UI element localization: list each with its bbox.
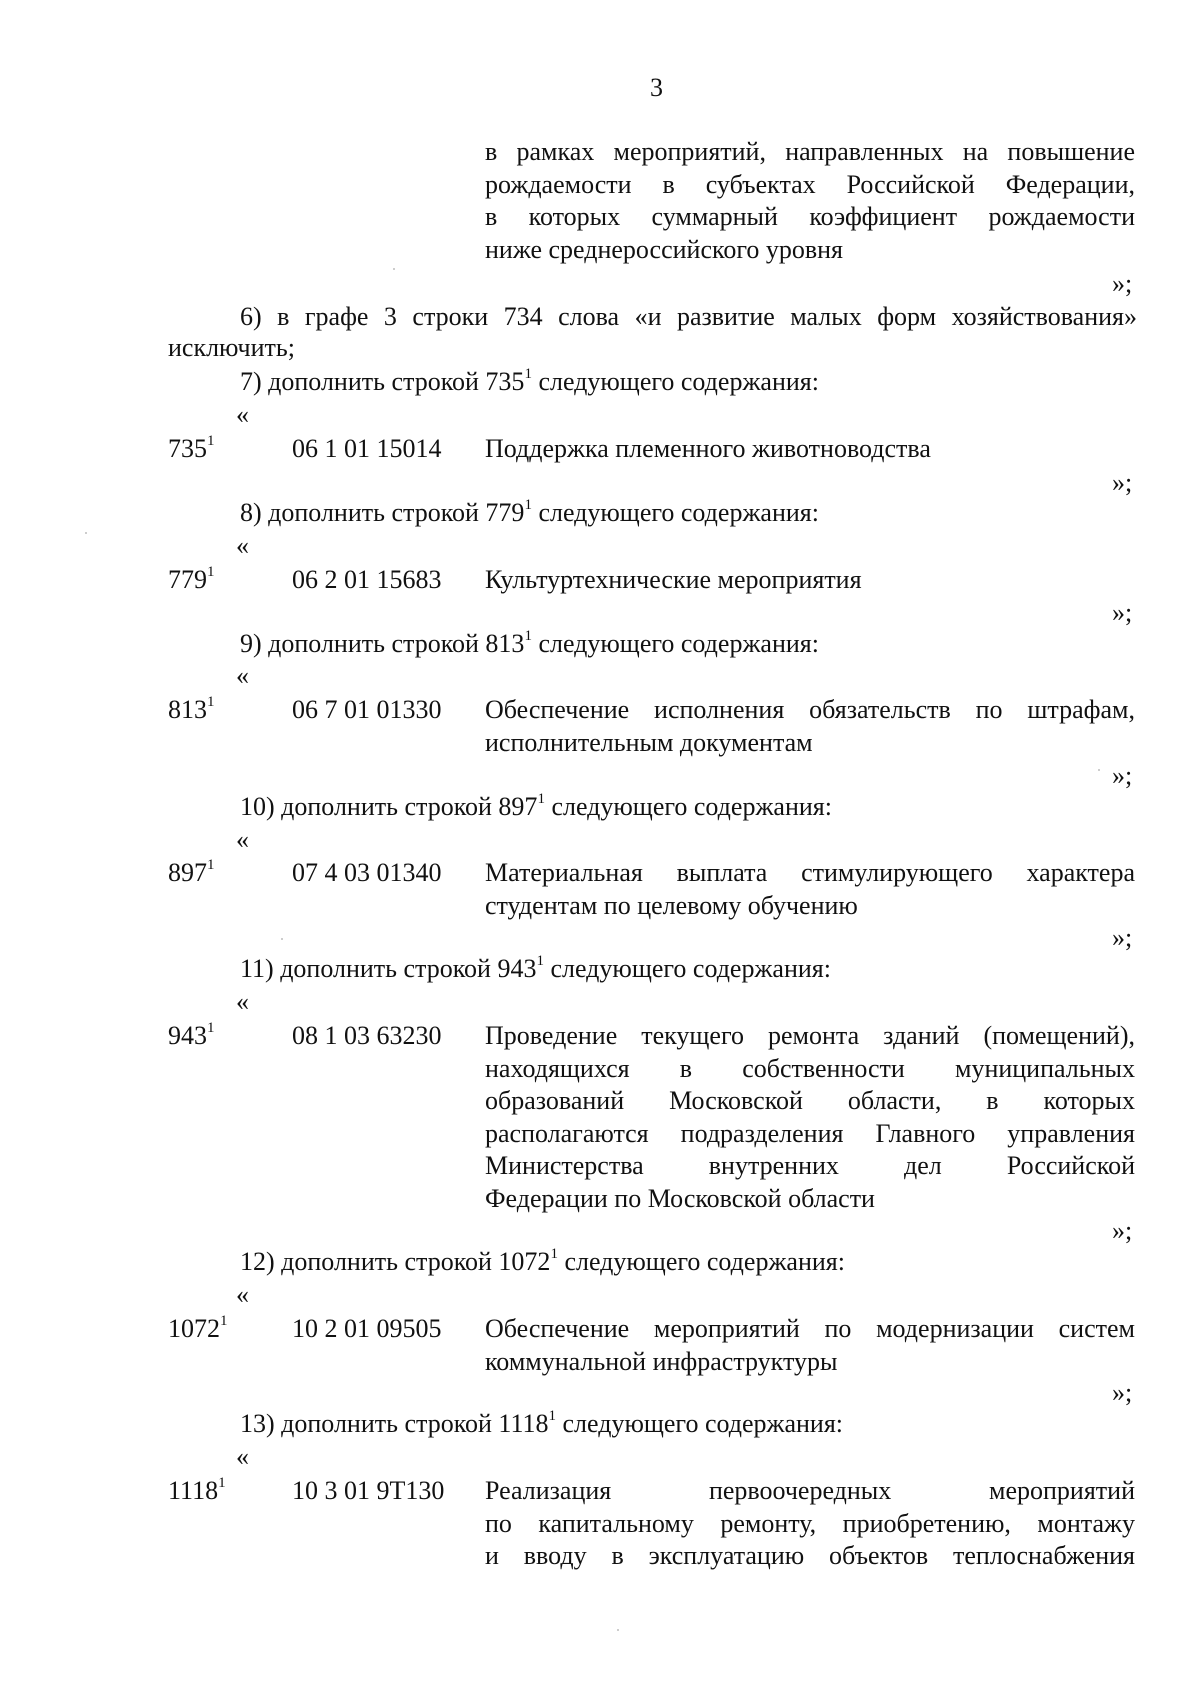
opening-quote: « [236, 825, 249, 854]
row-code: 06 7 01 01330 [292, 695, 442, 724]
row-number: 1072$^1$ [168, 1313, 228, 1343]
intro-line: в которых суммарный коэффициент рождаемости [485, 202, 1135, 231]
row-number: $897^1$ [168, 857, 215, 887]
item-6-line2: исключить; [168, 333, 295, 362]
scan-speck [617, 1629, 619, 1631]
item-12-intro: 12) дополнить строкой 1072$^1$ следующего содержания: [240, 1246, 845, 1276]
row-code: 06 2 01 15683 [292, 565, 442, 594]
row-description: Обеспечение мероприятий по модернизации систем коммунальной инфраструктуры [485, 1314, 1135, 1376]
scan-speck [85, 532, 87, 534]
item-11-intro: 11) дополнить строкой $943^1$ следующего содержания: [240, 953, 831, 983]
row-description: Проведение текущего ремонта зданий (помещений), находящихся в собственности муниципальных образований Московской области, в которых располагаются подразделения Главного управления Министерства внутренних дел Российской Федерации по Московской области [485, 1021, 1135, 1213]
row-code: 08 1 03 63230 [292, 1021, 442, 1050]
item-10-intro: 10) дополнить строкой $897^1$ следующего содержания: [240, 791, 832, 821]
row-description: Реализация первоочередных мероприятий по капитальному ремонту, приобретению, монтажу и вводу в эксплуатацию объектов теплоснабжения [485, 1476, 1135, 1570]
row-code: 06 1 01 15014 [292, 434, 442, 463]
intro-line: в рамках мероприятий, направленных на повышение [485, 137, 1135, 166]
row-number: $813^1$ [168, 694, 215, 724]
closing-quote: »; [1112, 598, 1133, 627]
row-description: Поддержка племенного животноводства [485, 434, 931, 463]
intro-continuation-text [485, 136, 1135, 266]
item-7-intro: 7) дополнить строкой $735^1$ следующего содержания: [240, 366, 819, 396]
closing-quote: »; [1112, 1378, 1133, 1407]
closing-quote: »; [1112, 1216, 1133, 1245]
row-description: Материальная выплата стимулирующего характера студентам по целевому обучению [485, 858, 1135, 920]
opening-quote: « [236, 531, 249, 560]
row-number: $779^1$ [168, 564, 215, 594]
row-number: $735^1$ [168, 433, 215, 463]
intro-line: рождаемости в субъектах Российской Федерации, [485, 169, 1135, 199]
page-number: 3 [650, 73, 663, 102]
opening-quote: « [236, 400, 249, 429]
row-code: 10 2 01 09505 [292, 1314, 442, 1343]
row-code: 10 3 01 9Т130 [292, 1476, 445, 1505]
row-number: 1118$^1$ [168, 1475, 226, 1505]
closing-quote: »; [1112, 923, 1133, 952]
opening-quote: « [236, 987, 249, 1016]
row-description: Обеспечение исполнения обязательств по штрафам, исполнительным документам [485, 695, 1135, 757]
scan-speck [281, 938, 283, 940]
item-13-intro: 13) дополнить строкой 1118$^1$ следующего содержания: [240, 1408, 844, 1438]
row-number: $943^1$ [168, 1020, 215, 1050]
intro-line: ниже среднероссийского уровня [485, 234, 843, 264]
closing-quote: »; [1112, 468, 1133, 497]
scan-speck [393, 268, 395, 270]
scan-speck [1098, 769, 1100, 771]
row-description: Культуртехнические мероприятия [485, 565, 862, 594]
opening-quote: « [236, 1442, 249, 1471]
opening-quote: « [236, 1280, 249, 1309]
closing-quote: »; [1112, 269, 1133, 298]
item-8-intro: 8) дополнить строкой $779^1$ следующего содержания: [240, 497, 819, 527]
opening-quote: « [236, 661, 249, 690]
closing-quote: »; [1112, 761, 1133, 790]
item-6-line1: 6) в графе 3 строки 734 слова «и развитие малых форм хозяйствования» [240, 302, 1137, 331]
item-9-intro: 9) дополнить строкой $813^1$ следующего содержания: [240, 628, 819, 658]
row-code: 07 4 03 01340 [292, 858, 442, 887]
